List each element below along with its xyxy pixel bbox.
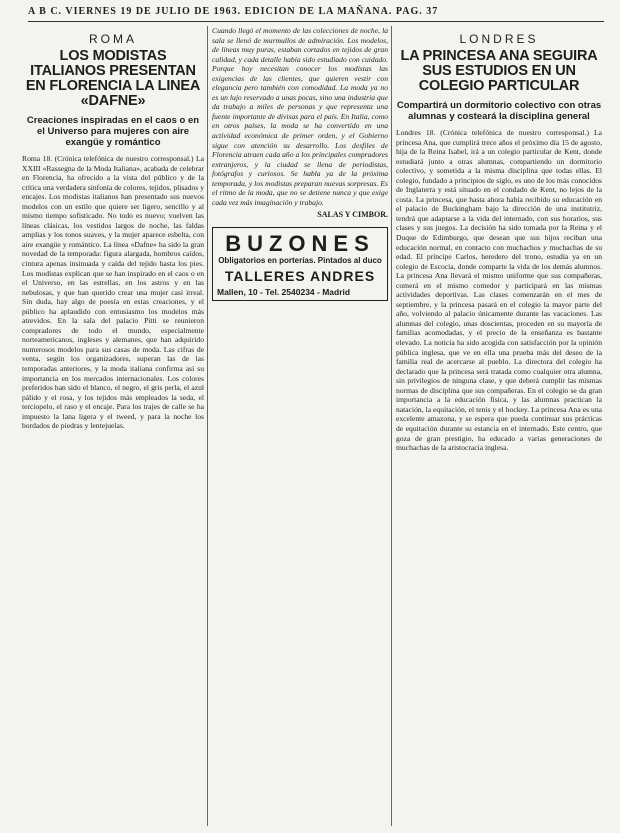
ad-title: BUZONES: [225, 231, 375, 257]
ad-address: Mallen, 10 - Tel. 2540234 - Madrid: [217, 287, 351, 298]
ad-company: TALLERES ANDRES: [224, 268, 376, 285]
article-signature: SALAS Y CIMBOR.: [317, 210, 388, 220]
page-header: A B C. VIERNES 19 DE JULIO DE 1963. EDICION DE LA MAÑANA. PAG. 37: [28, 6, 439, 17]
column-1: [22, 26, 204, 826]
section-londres: LONDRES: [459, 32, 539, 46]
column-3: [396, 26, 602, 826]
subhead-londres: Compartirá un dormitorio colectivo con otras alumnas y costeará la disciplina general: [396, 100, 602, 122]
column-divider: [391, 26, 392, 826]
advertisement: [212, 227, 388, 301]
header-rule: [28, 21, 604, 22]
column-2: [212, 26, 388, 826]
article-roma-continued: Cuando llegó el momento de las colecciones de noche, la sala se llenó de murmullos de admiración. Los modelos, de líneas muy puras, estaban cortados en tejidos de gran calidad, y cada detalle había sido estudiado con cuidado. Porque hoy necesitan conocer los modistas las exigencias de las clientes, que quieren vestir con elegancia pero también con comodidad. La moda ya no es un lujo reservado a unas pocas, sino una industria que da trabajo a miles de personas y que representa una fuente importante de divisas para el país. En Italia, como en otros países, la moda se ha convertido en una actividad económica de primer orden, y el Gobierno sigue con atención su desarrollo. Los desfiles de Florencia atraen cada año a los principales compradores extranjeros, y la ciudad se llena de periodistas, fotógrafos y curiosos. Se habla ya de la próxima temporada, y los modistas preparan nuevas sorpresas. Es el ritmo de la moda, que no se detiene nunca y que exige cada vez más imaginación y trabajo.: [212, 26, 388, 207]
ad-subtitle: Obligatorios en porterías. Pintados al duco: [218, 256, 382, 266]
article-roma-body: Roma 18. (Crónica telefónica de nuestro corresponsal.) La XXIII «Rassegna de la Moda Italiana», acabada de celebrar en Florencia, ha ofrecido a la vista del público y de la crítica una verdadera sinfonía de colores, tejidos, plisados y encajes. Los modistas italianos han presentado sus nuevos modelos con un estilo que quiere ser ligero, sencillo y al mismo tiempo sofisticado. No todo es nuevo; vuelven las líneas clásicas, los vestidos largos de noche, las faldas amplias y los tonos suaves, y la mujer aparece esbelta, con aire exangüe y romántico. La línea «Dafne» ha sido la gran novedad de la temporada: figura alargada, hombros caídos, cintura apenas insinuada y caída del tejido hasta los pies. Los modistas explican que se han inspirado en el caos o en el Universo, en las estrellas, en los astros y en las nebulosas, y que han querido crear una mujer casi irreal. Sin duda, hay algo de poesía en estas creaciones, y el público ha aplaudido con entusiasmo los modelos más atrevidos. En la sala del palacio Pitti se reunieron compradores de todo el mundo, especialmente norteamericanos, ingleses y alemanes, que han adquirido numerosos modelos para sus casas de moda. Las cifras de venta, según los organizadores, superan las de las temporadas anteriores, y la moda italiana confirma así su importancia en los mercados internacionales. Los colores preferidos han sido el blanco, el negro, el gris perla, el azul pálido y el rosa, y los tejidos más empleados la seda, el terciopelo, el raso y el encaje. Para los trajes de calle se ha impuesto la lana ligera y el tweed, y para la noche los bordados de piedras y lentejuelas.: [22, 154, 204, 431]
headline-roma: LOS MODISTAS ITALIANOS PRESENTAN EN FLORENCIA LA LINEA «DAFNE»: [25, 48, 201, 109]
subhead-roma: Creaciones inspiradas en el caos o en el Universo para mujeres con aire exangüe y romántico: [26, 115, 200, 148]
section-roma: ROMA: [89, 32, 137, 46]
article-londres-body: Londres 18. (Crónica telefónica de nuestro corresponsal.) La princesa Ana, que cumplirá trece años el próximo día 15 de agosto, hija de la Reina Isabel, irá a un colegio particular de Kent, donde estudiará junto a otras alumnas, compartiendo un dormitorio colectivo, y sometida a la misma disciplina que todas ellas. El colegio, fundado a principios de siglo, es uno de los más conocidos de Inglaterra y está situado en el condado de Kent, no lejos de la costa. La princesa, que hasta ahora había recibido su educación en el palacio de Buckingham bajo la dirección de una institutriz, tendrá que adaptarse a la vida del internado, con sus horarios, sus clases y sus juegos. La decisión ha sido tomada por la Reina y el Duque de Edimburgo, que desean que sus hijos reciban una educación normal, en contacto con muchachos y muchachas de su edad. El príncipe Carlos, heredero del trono, estudia ya en un colegio de Escocia, donde comparte la vida de los demás alumnos. La princesa Ana llevará el mismo uniforme que sus compañeras, comerá en el mismo comedor y participará en las mismas actividades deportivas. Las clases comenzarán en el mes de septiembre, y la princesa pasará en el colegio la mayor parte del año, volviendo al palacio únicamente durante las vacaciones. Las alumnas del colegio, unas doscientas, proceden en su mayoría de familias acomodadas, y el precio de la enseñanza es bastante elevado. La noticia ha sido acogida con satisfacción por la opinión pública inglesa, que ve en ella una prueba más del deseo de la familia real de acercarse al pueblo. La directora del colegio ha declarado que la princesa será tratada como cualquier otra alumna, sin privilegios de ninguna clase, y que deberá cumplir las mismas normas de disciplina que sus compañeras. En el colegio se da gran importancia a la educación física, y las alumnas practican la natación, la equitación, el tenis y el hockey. La princesa Ana es una excelente amazona, y se espera que pueda continuar sus prácticas de equitación durante su estancia en el internado. Este centro, que goza de gran prestigio, ha educado a varias generaciones de muchachas de la aristocracia inglesa.: [396, 128, 602, 453]
column-divider: [207, 26, 208, 826]
headline-londres: LA PRINCESA ANA SEGUIRA SUS ESTUDIOS EN UN COLEGIO PARTICULAR: [400, 48, 598, 94]
